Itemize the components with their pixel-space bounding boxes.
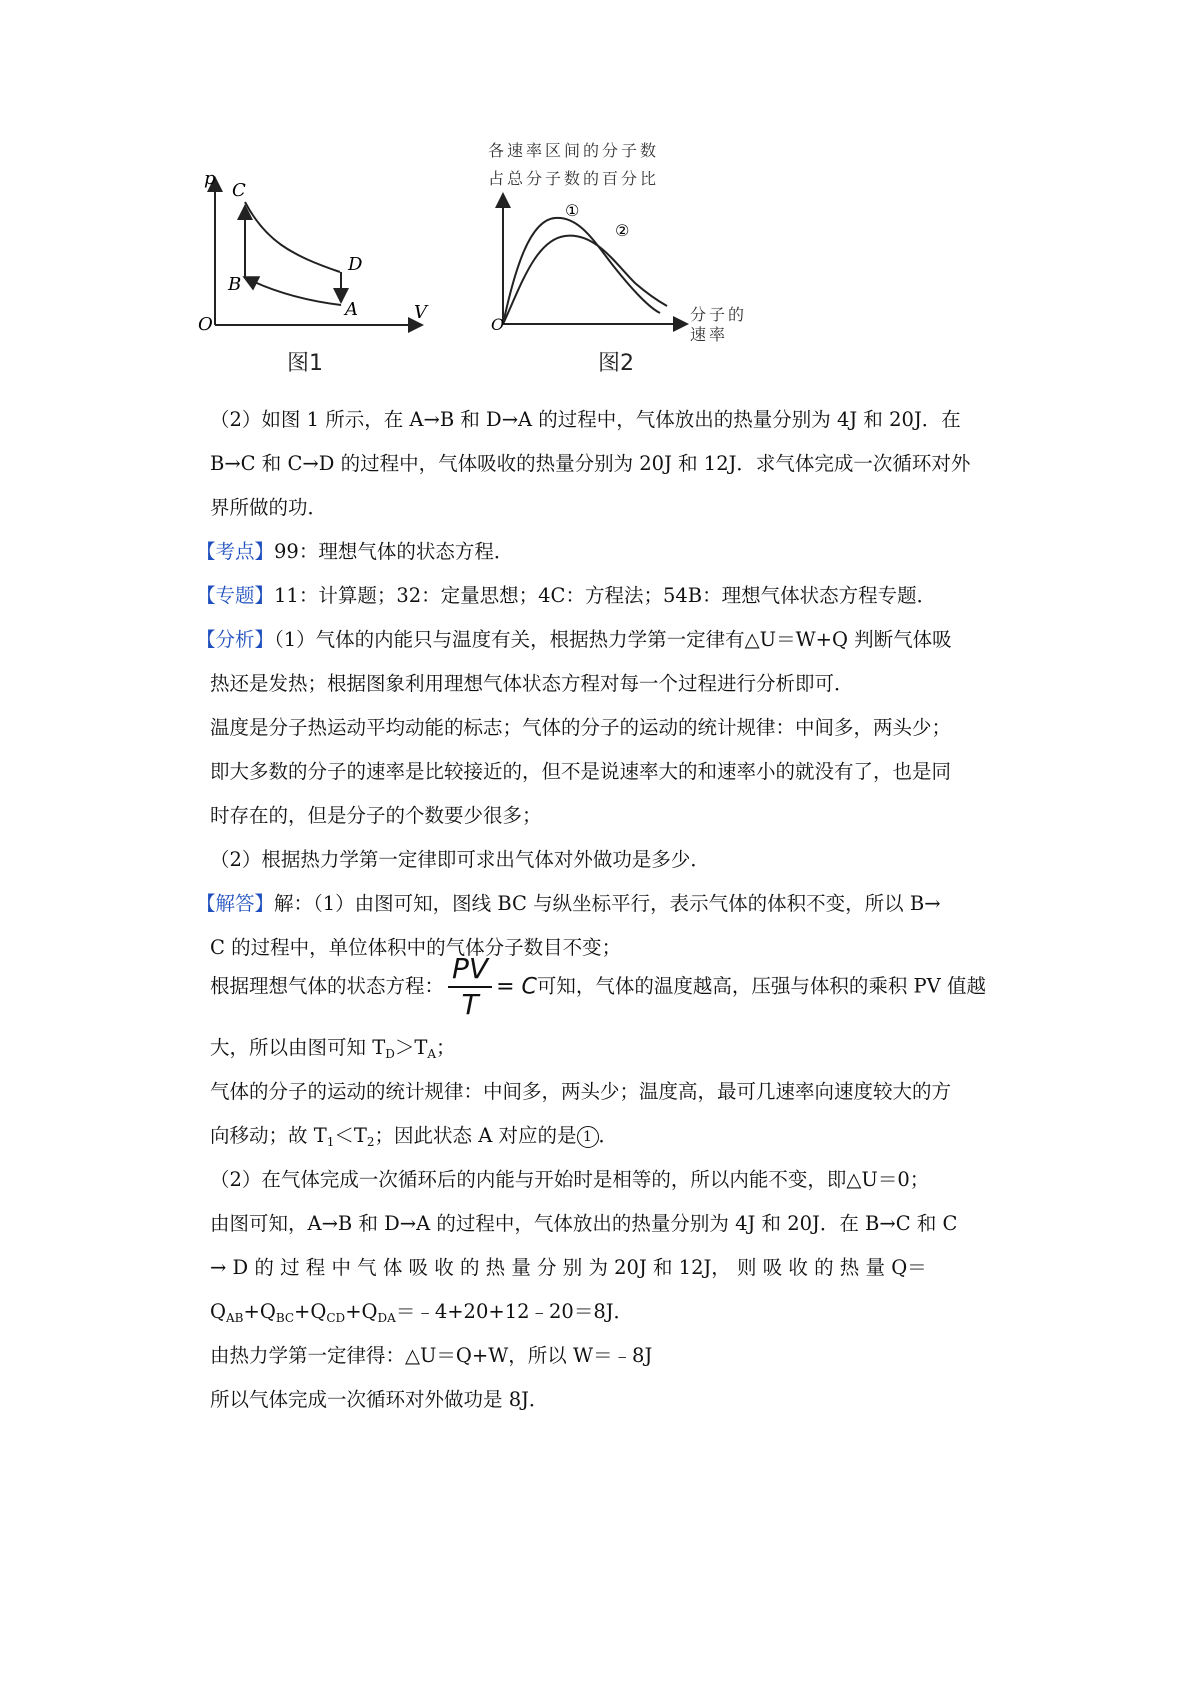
figure-2-caption: 图2 bbox=[598, 351, 634, 376]
v-label: V bbox=[414, 302, 427, 323]
zhuanti-tag: 【专题】 bbox=[196, 584, 275, 607]
question-line-3: 界所做的功． bbox=[210, 496, 328, 519]
subscript-2: 2 bbox=[366, 1135, 375, 1149]
figure-2-ylabel-2: 占总分子数的百分比 bbox=[488, 169, 660, 188]
fraction-equals-c: = C bbox=[496, 974, 537, 1000]
fraction-numerator: PV bbox=[448, 952, 492, 988]
subscript-1: 1 bbox=[326, 1135, 335, 1149]
jieda-line-4 bbox=[210, 1032, 456, 1061]
fenxi-line-6: （2）根据热力学第一定律即可求出气体对外做功是多少． bbox=[210, 848, 710, 871]
jieda-text-6a: 向移动；故 T bbox=[210, 1124, 327, 1147]
point-d: D bbox=[348, 254, 363, 275]
figure-2-xlabel-2: 速率 bbox=[690, 325, 729, 344]
origin-label-2: O bbox=[491, 315, 505, 334]
zhuanti-text: 11：计算题；32：定量思想；4C：方程法；54B：理想气体状态方程专题． bbox=[274, 584, 937, 607]
p-label: p bbox=[204, 168, 216, 189]
q-symbol-3: +Q bbox=[294, 1300, 327, 1323]
jieda-line-9: → D 的 过 程 中 气 体 吸 收 的 热 量 分 别 为 20J 和 12J， 则 吸 收 的 热 量 Q＝ bbox=[210, 1256, 927, 1279]
fenxi-line-2: 热还是发热；根据图象利用理想气体状态方程对每一个过程进行分析即可． bbox=[210, 672, 854, 695]
jieda-text-4b: ＞T bbox=[394, 1036, 428, 1059]
jieda-line-3 bbox=[210, 952, 986, 1022]
jieda-text-3a: 根据理想气体的状态方程： bbox=[210, 974, 445, 998]
kaodian-text: 99：理想气体的状态方程． bbox=[274, 540, 514, 563]
distribution-chart bbox=[485, 188, 695, 338]
circled-one: 1 bbox=[577, 1126, 599, 1148]
jieda-text-4c: ； bbox=[436, 1036, 456, 1059]
fenxi-line-3: 温度是分子热运动平均动能的标志；气体的分子的运动的统计规律：中间多，两头少； bbox=[210, 716, 952, 739]
question-line-2: B→C 和 C→D 的过程中，气体吸收的热量分别为 20J 和 12J．求气体完成一次循环对外 bbox=[210, 452, 971, 475]
zhuanti-line bbox=[196, 580, 936, 608]
point-b: B bbox=[228, 274, 242, 295]
jieda-text-6c: ；因此状态 A 对应的是 bbox=[374, 1124, 577, 1147]
curve-2-label: ② bbox=[615, 221, 630, 240]
kaodian-line bbox=[196, 536, 513, 564]
fenxi-text-1: （1）气体的内能只与温度有关，根据热力学第一定律有△U＝W+Q 判断气体吸 bbox=[274, 628, 952, 651]
jieda-text-6b: ＜T bbox=[334, 1124, 367, 1147]
point-a: A bbox=[345, 299, 358, 320]
fraction-denominator: T bbox=[461, 988, 479, 1021]
fenxi-line-4: 即大多数的分子的速率是比较接近的，但不是说速率大的和速率小的就没有了，也是同 bbox=[210, 760, 952, 783]
jieda-line-7: （2）在气体完成一次循环后的内能与开始时是相等的，所以内能不变，即△U＝0； bbox=[210, 1168, 930, 1191]
fenxi-tag: 【分析】 bbox=[196, 628, 275, 651]
jieda-line-11: 由热力学第一定律得：△U＝Q+W，所以 W＝﹣8J bbox=[210, 1344, 653, 1367]
jieda-text-1: 解：（1）由图可知，图线 BC 与纵坐标平行，表示气体的体积不变，所以 B→ bbox=[274, 892, 941, 915]
fenxi-line-1 bbox=[196, 624, 952, 652]
jieda-line-8: 由图可知，A→B 和 D→A 的过程中，气体放出的热量分别为 4J 和 20J．在 B→C 和 C bbox=[210, 1212, 958, 1235]
curve-cd bbox=[245, 202, 340, 272]
subscript-a: A bbox=[427, 1047, 437, 1061]
point-c: C bbox=[232, 180, 246, 201]
fenxi-line-5: 时存在的，但是分子的个数要少很多； bbox=[210, 804, 542, 827]
jieda-line-10 bbox=[210, 1296, 633, 1325]
curve-ab bbox=[246, 278, 341, 305]
q-symbol-2: +Q bbox=[243, 1300, 276, 1323]
jieda-line-6 bbox=[210, 1120, 618, 1149]
jieda-line-5: 气体的分子的运动的统计规律：中间多，两头少；温度高，最可几速率向速度较大的方 bbox=[210, 1080, 952, 1103]
question-line-1: （2）如图 1 所示，在 A→B 和 D→A 的过程中，气体放出的热量分别为 4J 和 20J．在 bbox=[210, 408, 961, 431]
ideal-gas-fraction bbox=[448, 952, 492, 1022]
origin-label: O bbox=[198, 314, 213, 335]
jieda-line-1 bbox=[196, 888, 941, 916]
jieda-text-3b: 可知，气体的温度越高，压强与体积的乘积 PV 值越 bbox=[536, 974, 986, 998]
q-symbol-1: Q bbox=[210, 1300, 226, 1323]
curve-2 bbox=[503, 236, 667, 324]
q-symbol-4: +Q bbox=[345, 1300, 378, 1323]
subscript-cd: CD bbox=[326, 1311, 346, 1325]
subscript-da: DA bbox=[377, 1311, 396, 1325]
jieda-text-4a: 大，所以由图可知 T bbox=[210, 1036, 386, 1059]
figure-1-caption: 图1 bbox=[287, 351, 323, 376]
kaodian-tag: 【考点】 bbox=[196, 540, 275, 563]
pv-diagram bbox=[190, 160, 440, 345]
figure-2-xlabel-1: 分子的 bbox=[690, 305, 748, 324]
subscript-ab: AB bbox=[226, 1311, 244, 1325]
subscript-d: D bbox=[385, 1047, 395, 1061]
figure-1 bbox=[190, 160, 440, 345]
jieda-tag: 【解答】 bbox=[196, 892, 275, 915]
figure-2 bbox=[485, 188, 695, 338]
jieda-line-12: 所以气体完成一次循环对外做功是 8J． bbox=[210, 1388, 549, 1411]
q-sum-result: ＝﹣4+20+12﹣20＝8J． bbox=[395, 1300, 634, 1323]
curve-1-label: ① bbox=[565, 201, 580, 220]
jieda-line-2: C 的过程中，单位体积中的气体分子数目不变； bbox=[210, 936, 622, 959]
subscript-bc: BC bbox=[275, 1311, 295, 1325]
jieda-text-6d: ． bbox=[598, 1124, 619, 1147]
figure-2-ylabel-1: 各速率区间的分子数 bbox=[488, 141, 660, 160]
